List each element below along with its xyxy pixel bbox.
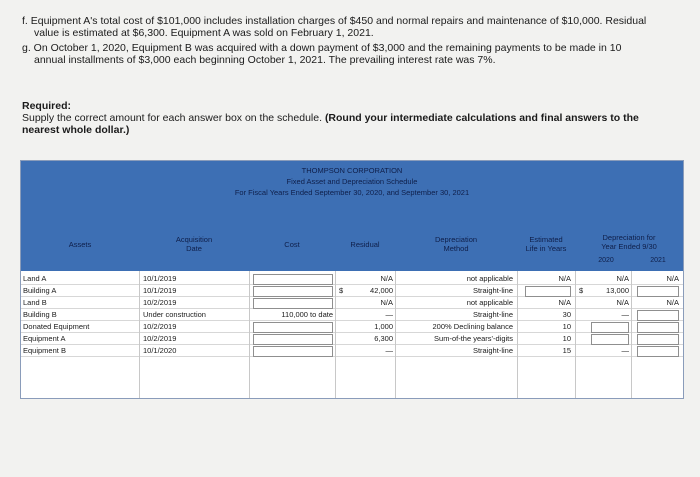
header-year-2020: 2020 — [598, 257, 614, 264]
acquisition-date: 10/2/2019 — [143, 298, 177, 307]
schedule-row — [21, 297, 683, 309]
depreciation-method: 200% Declining balance — [432, 322, 513, 331]
required-rounding: (Round your intermediate calculations and final answers to the — [324, 112, 639, 124]
schedule-row — [21, 345, 683, 357]
required-text: Supply the correct amount for each answer box on the schedule. — [22, 112, 323, 124]
item-f-line2: value is estimated at $6,300. Equipment A was sold on February 1, 2021. — [34, 27, 374, 39]
depreciation-2021-input[interactable] — [637, 310, 679, 321]
schedule-row — [21, 285, 683, 297]
depreciation-2021: N/A — [666, 298, 679, 307]
schedule-row — [21, 333, 683, 345]
depreciation-2020: N/A — [616, 298, 629, 307]
asset-name: Building A — [23, 286, 57, 295]
asset-name: Land A — [23, 274, 47, 283]
residual-value: 6,300 — [374, 334, 393, 343]
estimated-life: 15 — [562, 346, 571, 355]
depreciation-currency: $ — [579, 286, 584, 295]
depreciation-method: Straight-line — [472, 286, 513, 295]
schedule-subtitle: Fixed Asset and Depreciation Schedule — [286, 177, 418, 186]
residual-currency — [339, 309, 349, 320]
residual-value: N/A — [380, 274, 393, 283]
depreciation-2020: N/A — [616, 274, 629, 283]
header-depreciation-year: Depreciation for Year Ended 9/30 — [575, 217, 683, 271]
cost-input[interactable] — [253, 274, 333, 285]
acquisition-date: 10/2/2019 — [143, 334, 177, 343]
depreciation-2020-input[interactable] — [591, 334, 629, 345]
item-g-line2: annual installments of $3,000 each beginning October 1, 2021. The prevailing interest rate was 7%. — [34, 54, 496, 66]
estimated-life: 30 — [562, 310, 571, 319]
residual-value: — — [385, 310, 393, 319]
cost-input[interactable] — [253, 298, 333, 309]
residual-currency — [339, 321, 349, 332]
schedule-period: For Fiscal Years Ended September 30, 2020, and September 30, 2021 — [234, 188, 470, 197]
depreciation-method: not applicable — [466, 298, 513, 307]
header-residual: Residual — [335, 217, 396, 271]
header-year-2021: 2021 — [650, 257, 666, 264]
cost-input[interactable] — [253, 286, 333, 297]
depreciation-method: Straight-line — [472, 310, 513, 319]
schedule-row — [21, 309, 683, 321]
depreciation-method: Sum-of-the years'-digits — [434, 334, 513, 343]
header-acquisition-date: Acquisition Date — [139, 217, 250, 271]
depreciation-2021-input[interactable] — [637, 346, 679, 357]
required-rounding-cont: nearest whole dollar.) — [22, 124, 130, 136]
header-cost: Cost — [249, 217, 336, 271]
depreciation-currency — [579, 309, 589, 320]
estimated-life: 10 — [562, 322, 571, 331]
residual-value: — — [385, 346, 393, 355]
required-label: Required: — [22, 100, 72, 112]
residual-currency — [339, 345, 349, 356]
cost-input[interactable] — [253, 334, 333, 345]
depreciation-2020-input[interactable] — [591, 322, 629, 333]
estimated-life: N/A — [558, 298, 571, 307]
acquisition-date: 10/1/2019 — [143, 286, 177, 295]
depreciation-currency — [579, 273, 589, 284]
depreciation-2021-input[interactable] — [637, 286, 679, 297]
depreciation-currency — [579, 297, 589, 308]
schedule-row — [21, 273, 683, 285]
schedule-banner — [21, 161, 683, 217]
depreciation-method: Straight-line — [472, 346, 513, 355]
cost-value: 110,000 to date — [281, 310, 333, 319]
depreciation-2020: 13,000 — [606, 286, 629, 295]
asset-name: Land B — [23, 298, 47, 307]
cost-input[interactable] — [253, 346, 333, 357]
depreciation-currency — [579, 333, 589, 344]
depreciation-2020: — — [621, 310, 629, 319]
depreciation-2021-input[interactable] — [637, 334, 679, 345]
residual-value: 42,000 — [370, 286, 393, 295]
asset-name: Donated Equipment — [23, 322, 90, 331]
estimated-life: N/A — [558, 274, 571, 283]
residual-currency — [339, 273, 349, 284]
residual-currency — [339, 333, 349, 344]
schedule-body — [21, 271, 683, 398]
depreciation-2021: N/A — [666, 274, 679, 283]
life-input[interactable] — [525, 286, 571, 297]
residual-value: N/A — [380, 298, 393, 307]
depreciation-method: not applicable — [466, 274, 513, 283]
acquisition-date: 10/1/2020 — [143, 346, 177, 355]
header-depreciation-method: Depreciation Method — [395, 217, 518, 271]
residual-currency: $ — [339, 286, 344, 295]
asset-name: Equipment B — [23, 346, 66, 355]
depreciation-2020: — — [621, 346, 629, 355]
depreciation-currency — [579, 345, 589, 356]
asset-name: Equipment A — [23, 334, 66, 343]
depreciation-schedule — [20, 160, 684, 399]
depreciation-currency — [579, 321, 589, 332]
cost-input[interactable] — [253, 322, 333, 333]
acquisition-date: 10/2/2019 — [143, 322, 177, 331]
estimated-life: 10 — [562, 334, 571, 343]
item-f-line1: f. Equipment A's total cost of $101,000 includes installation charges of $450 and normal repairs and maintenance of $10,000. Residual — [22, 15, 647, 27]
acquisition-date: 10/1/2019 — [143, 274, 177, 283]
residual-value: 1,000 — [374, 322, 393, 331]
item-g-line1: g. On October 1, 2020, Equipment B was acquired with a down payment of $3,000 and the remaining payments to be made in 10 — [22, 42, 622, 54]
company-name: THOMPSON CORPORATION — [301, 166, 403, 175]
header-assets: Assets — [21, 217, 140, 271]
asset-name: Building B — [23, 310, 57, 319]
acquisition-date: Under construction — [143, 310, 206, 319]
depreciation-2021-input[interactable] — [637, 322, 679, 333]
header-estimated-life: Estimated Life in Years — [517, 217, 576, 271]
schedule-row — [21, 321, 683, 333]
residual-currency — [339, 297, 349, 308]
